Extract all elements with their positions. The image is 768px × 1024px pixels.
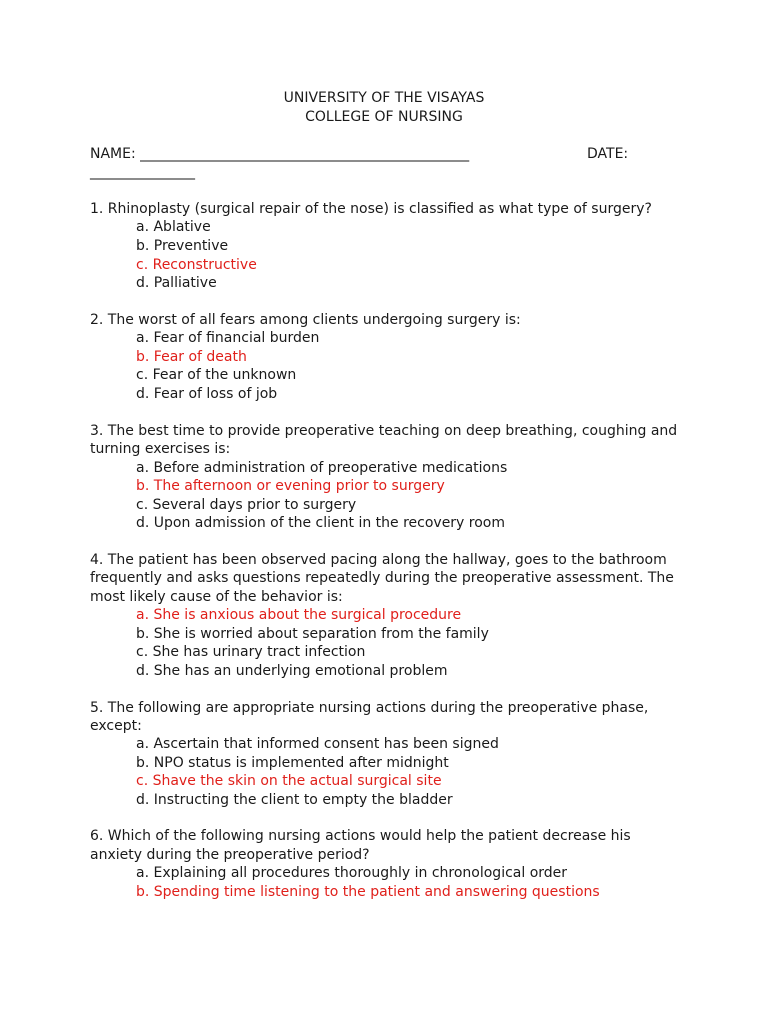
option-a: a. Ascertain that informed consent has been signed (136, 736, 499, 752)
option-d: d. Palliative (136, 275, 217, 291)
date-field-blank: _______________ (90, 164, 195, 180)
option-a: a. Before administration of preoperative medications (136, 460, 508, 476)
option-a: a. Ablative (136, 219, 211, 235)
option-b-correct: b. Fear of death (136, 349, 247, 365)
option-d: d. Instructing the client to empty the bladder (136, 792, 453, 808)
option-d: d. She has an underlying emotional problem (136, 663, 448, 679)
question-text: 1. Rhinoplasty (surgical repair of the nose) is classified as what type of surgery? (90, 201, 652, 217)
question-text: 2. The worst of all fears among clients undergoing surgery is: (90, 312, 521, 328)
university-title: UNIVERSITY OF THE VISAYAS (283, 90, 485, 106)
question-text-cont: except: (90, 718, 142, 734)
option-c: c. Several days prior to surgery (136, 497, 357, 513)
option-d: d. Fear of loss of job (136, 386, 278, 402)
option-b: b. NPO status is implemented after midnight (136, 755, 449, 771)
question-text: 5. The following are appropriate nursing actions during the preoperative phase, (90, 700, 649, 716)
name-field-label: NAME: _______________________________________________ (90, 146, 470, 162)
option-b: b. Preventive (136, 238, 229, 254)
date-field-label: DATE: (587, 146, 629, 162)
question-text-cont: anxiety during the preoperative period? (90, 847, 370, 863)
option-a: a. Explaining all procedures thoroughly in chronological order (136, 865, 568, 881)
question-text-cont: turning exercises is: (90, 441, 231, 457)
option-d: d. Upon admission of the client in the recovery room (136, 515, 506, 531)
question-text: 4. The patient has been observed pacing along the hallway, goes to the bathroom (90, 552, 667, 568)
option-c: c. She has urinary tract infection (136, 644, 366, 660)
option-b-correct: b. The afternoon or evening prior to surgery (136, 478, 445, 494)
option-c-correct: c. Reconstructive (136, 257, 257, 273)
question-text: 3. The best time to provide preoperative teaching on deep breathing, coughing and (90, 423, 678, 439)
question-text: 6. Which of the following nursing actions would help the patient decrease his (90, 828, 631, 844)
question-text-cont: most likely cause of the behavior is: (90, 589, 343, 605)
option-c-correct: c. Shave the skin on the actual surgical site (136, 773, 442, 789)
option-c: c. Fear of the unknown (136, 367, 297, 383)
college-title: COLLEGE OF NURSING (305, 109, 463, 125)
option-b: b. She is worried about separation from the family (136, 626, 489, 642)
option-a: a. Fear of financial burden (136, 330, 320, 346)
question-text-cont: frequently and asks questions repeatedly during the preoperative assessment. The (90, 570, 674, 586)
option-a-correct: a. She is anxious about the surgical procedure (136, 607, 462, 623)
option-b-correct: b. Spending time listening to the patient and answering questions (136, 884, 600, 900)
